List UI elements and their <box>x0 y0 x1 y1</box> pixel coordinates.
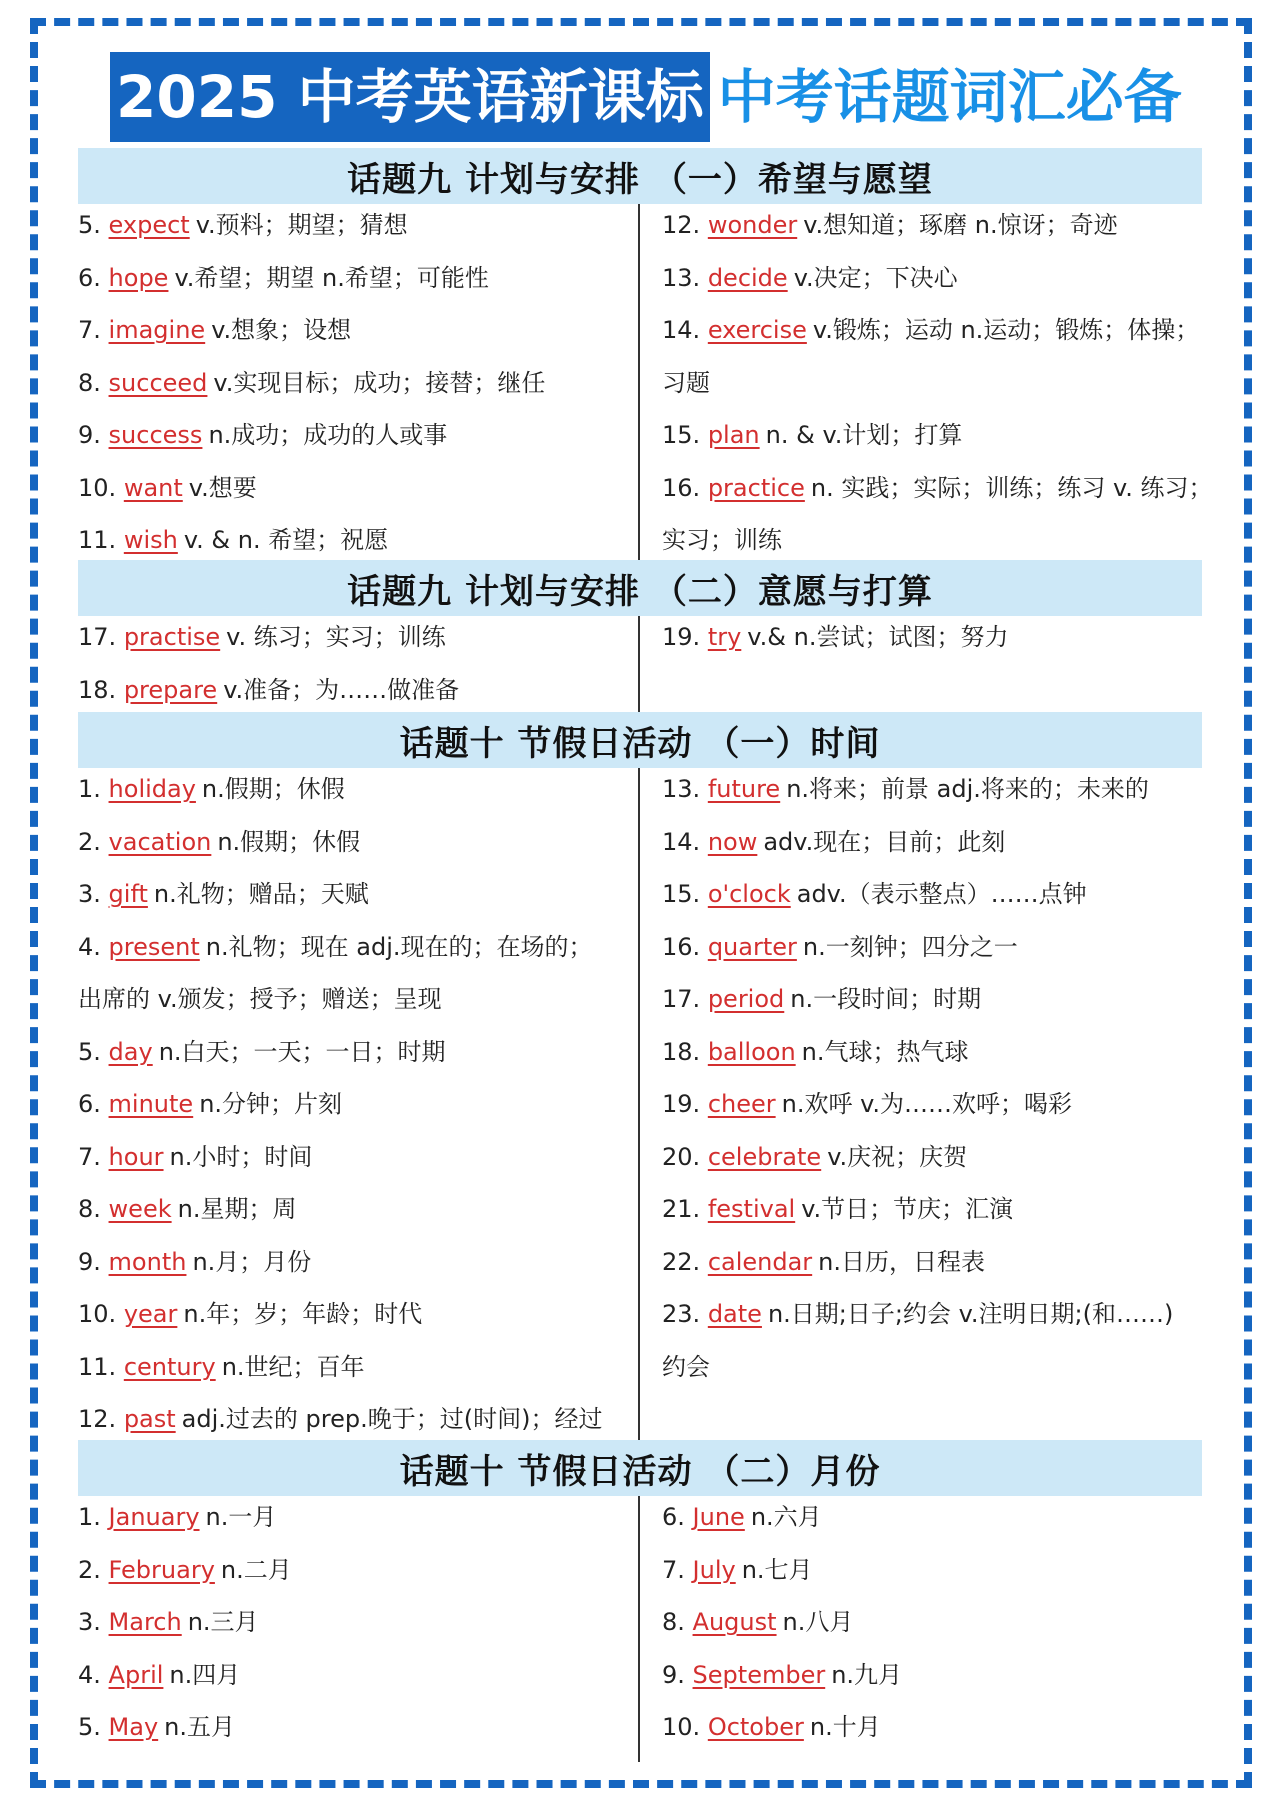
entry-number: 21. <box>662 1195 701 1223</box>
entry-word: imagine <box>108 316 206 344</box>
entry-definition: n.假期；休假 <box>217 827 361 856</box>
entry-word: plan <box>707 421 760 449</box>
entry-number: 15. <box>662 880 701 908</box>
vocab-entry <box>662 825 1005 859</box>
entry-number: 6. <box>78 263 101 292</box>
entry-definition: v.庆祝；庆贺 <box>827 1142 968 1171</box>
entry-definition: n.成功；成功的人或事 <box>208 421 448 449</box>
vocab-entry <box>662 1035 969 1069</box>
vocab-entry <box>78 523 388 557</box>
entry-number: 4. <box>78 1660 101 1689</box>
section-header: 话题十 节假日活动 （二）月份 <box>78 1440 1202 1496</box>
section-header: 话题九 计划与安排 （二）意愿与打算 <box>78 560 1202 616</box>
entry-number: 11. <box>78 526 117 554</box>
entry-word: prepare <box>123 675 218 704</box>
vocab-entry <box>78 1402 602 1436</box>
vocab-entry <box>662 418 962 452</box>
vocab-entry <box>662 1710 881 1744</box>
entry-word: celebrate <box>707 1142 822 1171</box>
entry-word: calendar <box>707 1247 813 1276</box>
vocab-entry <box>78 366 545 400</box>
entry-number: 7. <box>662 1555 685 1584</box>
entry-definition: n.欢呼 v.为……欢呼；喝彩 <box>781 1090 1073 1118</box>
entry-word: past <box>123 1405 176 1433</box>
entry-definition: v.锻炼；运动 n.运动；锻炼；体操； <box>812 316 1200 344</box>
entry-number: 5. <box>78 211 101 239</box>
entry-definition: n.假期；休假 <box>201 775 345 803</box>
entry-word: try <box>707 623 742 651</box>
entry-definition: n.九月 <box>831 1660 903 1689</box>
entry-number: 3. <box>78 880 101 908</box>
entry-definition: v.决定；下决心 <box>793 263 958 292</box>
entry-number: 5. <box>78 1037 101 1066</box>
vocab-entry <box>78 825 360 859</box>
entry-definition: adv.（表示整点）……点钟 <box>796 880 1087 908</box>
entry-number: 8. <box>78 1195 101 1223</box>
entry-word: wonder <box>707 211 798 239</box>
vocab-entry <box>78 1500 276 1534</box>
entry-number: 5. <box>78 1713 101 1741</box>
entry-word: month <box>108 1247 187 1276</box>
entry-number: 6. <box>78 1090 101 1118</box>
entry-word: September <box>692 1660 826 1689</box>
entry-definition: adj.过去的 prep.晚于；过(时间)；经过 <box>181 1405 603 1433</box>
title-part1: 2025 中考英语新课标 <box>110 52 710 142</box>
entry-definition: v.想要 <box>188 473 257 502</box>
vocab-entry <box>78 930 593 964</box>
vocab-entry <box>78 1245 311 1279</box>
entry-number: 7. <box>78 316 101 344</box>
entry-word: March <box>108 1608 182 1636</box>
entry-number: 19. <box>662 1090 701 1118</box>
entry-definition: adv.现在；目前；此刻 <box>763 827 1006 856</box>
vocab-entry <box>78 1140 312 1174</box>
entry-number: 20. <box>662 1142 701 1171</box>
vocab-entry <box>78 620 446 654</box>
vocab-entry <box>662 208 1118 242</box>
entry-word: February <box>108 1555 215 1584</box>
vocab-entry <box>78 1087 342 1121</box>
column-divider <box>638 1496 640 1762</box>
entry-word: June <box>692 1503 745 1531</box>
entry-definition: v.预料；期望；猜想 <box>195 211 408 239</box>
entry-number: 11. <box>78 1352 117 1381</box>
entry-number: 19. <box>662 623 701 651</box>
vocab-entry <box>662 982 981 1016</box>
entry-word: practise <box>123 623 221 651</box>
page-title <box>110 52 1190 142</box>
vocab-entry <box>78 261 489 295</box>
vocab-entry <box>662 261 958 295</box>
vocab-entry <box>662 620 1008 654</box>
entry-definition: v.想象；设想 <box>211 316 352 344</box>
entry-word: festival <box>707 1195 796 1223</box>
vocab-entry <box>78 673 459 707</box>
entry-definition: n.年；岁；年龄；时代 <box>183 1300 423 1328</box>
entry-number: 16. <box>662 473 701 502</box>
vocab-entry <box>662 1087 1072 1121</box>
entry-definition: n.二月 <box>220 1555 292 1584</box>
entry-number: 17. <box>662 985 701 1013</box>
entry-definition: v.实现目标；成功；接替；继任 <box>213 368 546 397</box>
entry-number: 15. <box>662 421 701 449</box>
entry-word: decide <box>707 263 788 292</box>
entry-number: 18. <box>78 675 117 704</box>
entry-definition: v.想知道；琢磨 n.惊讶；奇迹 <box>803 211 1118 239</box>
entry-number: 10. <box>78 473 117 502</box>
entry-number: 23. <box>662 1300 701 1328</box>
vocab-entry <box>78 418 447 452</box>
vocab-entry <box>662 1140 967 1174</box>
entry-word: exercise <box>707 316 807 344</box>
entry-definition: n.六月 <box>750 1503 822 1531</box>
entry-word: want <box>123 473 183 502</box>
entry-word: o'clock <box>707 880 791 908</box>
entry-number: 8. <box>662 1608 685 1636</box>
entry-definition-continued: 出席的 v.颁发；授予；赠送；呈现 <box>78 985 442 1013</box>
entry-word: week <box>108 1195 172 1223</box>
entry-number: 14. <box>662 316 701 344</box>
entry-number: 16. <box>662 932 701 961</box>
vocab-entry <box>662 471 1213 505</box>
entry-word: wish <box>123 526 178 554</box>
entry-definition-continued: 实习；训练 <box>662 526 782 554</box>
entry-definition: v. & n. 希望；祝愿 <box>183 526 389 554</box>
entry-word: quarter <box>707 932 797 961</box>
entry-number: 2. <box>78 827 101 856</box>
entry-definition: v.& n.尝试；试图；努力 <box>747 623 1009 651</box>
vocab-entry <box>78 1605 259 1639</box>
entry-word: period <box>707 985 785 1013</box>
entry-definition: n.日期;日子;约会 v.注明日期;(和……) <box>767 1300 1174 1328</box>
entry-number: 9. <box>78 421 101 449</box>
entry-definition: n. & v.计划；打算 <box>765 421 963 449</box>
column-divider <box>638 768 640 1440</box>
entry-definition-continued: 习题 <box>662 368 710 397</box>
entry-word: day <box>108 1037 153 1066</box>
vocab-entry <box>662 1297 1173 1331</box>
entry-number: 9. <box>78 1247 101 1276</box>
entry-number: 4. <box>78 932 101 961</box>
entry-number: 9. <box>662 1660 685 1689</box>
entry-word: practice <box>707 473 805 502</box>
vocab-entry <box>662 930 1018 964</box>
entry-definition: n.礼物；现在 adj.现在的；在场的； <box>205 932 593 961</box>
entry-definition: n.一段时间；时期 <box>790 985 982 1013</box>
vocab-entry <box>78 772 345 806</box>
vocab-entry <box>78 1658 240 1692</box>
entry-number: 6. <box>662 1503 685 1531</box>
entry-definition: n.五月 <box>164 1713 236 1741</box>
entry-word: holiday <box>108 775 196 803</box>
vocab-entry <box>78 208 408 242</box>
entry-word: April <box>108 1660 164 1689</box>
vocab-entry <box>78 471 257 505</box>
entry-number: 1. <box>78 1503 101 1531</box>
entry-definition: n.一刻钟；四分之一 <box>802 932 1018 961</box>
entry-word: hope <box>108 263 169 292</box>
entry-definition-continued: 约会 <box>662 1352 710 1381</box>
entry-word: January <box>108 1503 200 1531</box>
entry-word: future <box>707 775 781 803</box>
section-header: 话题十 节假日活动 （一）时间 <box>78 712 1202 768</box>
entry-word: succeed <box>108 368 208 397</box>
entry-word: gift <box>108 880 148 908</box>
entry-definition: n.月；月份 <box>192 1247 312 1276</box>
entry-definition: n.将来；前景 adj.将来的；未来的 <box>786 775 1149 803</box>
entry-number: 10. <box>78 1300 117 1328</box>
vocab-entry <box>662 1553 813 1587</box>
entry-number: 1. <box>78 775 101 803</box>
entry-number: 18. <box>662 1037 701 1066</box>
vocab-entry <box>662 772 1149 806</box>
vocab-entry <box>78 1553 292 1587</box>
vocab-entry <box>78 1297 422 1331</box>
entry-definition: n.分钟；片刻 <box>199 1090 343 1118</box>
entry-definition: v.希望；期望 n.希望；可能性 <box>174 263 489 292</box>
vocab-entry <box>78 313 351 347</box>
vocab-entry <box>78 1035 446 1069</box>
entry-definition: n.八月 <box>782 1608 854 1636</box>
title-part2: 中考话题词汇必备 <box>717 63 1182 131</box>
vocab-entry <box>662 1192 1013 1226</box>
entry-definition: n.十月 <box>809 1713 881 1741</box>
entry-number: 8. <box>78 368 101 397</box>
entry-word: July <box>692 1555 736 1584</box>
vocab-entry <box>662 877 1087 911</box>
entry-word: expect <box>108 211 190 239</box>
vocab-entry <box>662 1245 985 1279</box>
entry-word: May <box>108 1713 159 1741</box>
column-divider <box>638 616 640 712</box>
entry-number: 12. <box>662 211 701 239</box>
entry-definition: n.七月 <box>741 1555 813 1584</box>
entry-definition: n.一月 <box>205 1503 277 1531</box>
vocab-entry <box>662 1500 822 1534</box>
entry-word: year <box>123 1300 178 1328</box>
entry-definition: n.小时；时间 <box>169 1142 313 1171</box>
vocab-entry <box>78 877 369 911</box>
entry-word: vacation <box>108 827 212 856</box>
entry-word: present <box>108 932 200 961</box>
entry-word: hour <box>108 1142 164 1171</box>
vocab-entry <box>78 1350 365 1384</box>
entry-definition: n.星期；周 <box>177 1195 297 1223</box>
entry-number: 10. <box>662 1713 701 1741</box>
entry-definition: n.世纪；百年 <box>221 1352 365 1381</box>
entry-definition: n. 实践；实际；训练；练习 v. 练习； <box>810 473 1213 502</box>
entry-word: October <box>707 1713 804 1741</box>
entry-number: 22. <box>662 1247 701 1276</box>
entry-definition: n.气球；热气球 <box>801 1037 969 1066</box>
entry-word: success <box>108 421 203 449</box>
vocab-entry <box>662 1605 853 1639</box>
entry-definition: n.白天；一天；一日；时期 <box>158 1037 446 1066</box>
entry-word: date <box>707 1300 762 1328</box>
vocab-entry <box>78 1710 235 1744</box>
entry-word: now <box>707 827 758 856</box>
column-divider <box>638 204 640 560</box>
entry-number: 12. <box>78 1405 117 1433</box>
entry-definition: n.礼物；赠品；天赋 <box>153 880 369 908</box>
entry-number: 13. <box>662 775 701 803</box>
entry-definition: n.四月 <box>169 1660 241 1689</box>
vocab-entry <box>662 313 1199 347</box>
section-header: 话题九 计划与安排 （一）希望与愿望 <box>78 148 1202 204</box>
entry-number: 13. <box>662 263 701 292</box>
entry-definition: n.三月 <box>187 1608 259 1636</box>
vocab-entry <box>662 1658 902 1692</box>
entry-word: cheer <box>707 1090 776 1118</box>
entry-word: minute <box>108 1090 194 1118</box>
entry-word: balloon <box>707 1037 796 1066</box>
vocab-entry <box>78 1192 296 1226</box>
entry-number: 14. <box>662 827 701 856</box>
entry-number: 3. <box>78 1608 101 1636</box>
entry-word: August <box>692 1608 777 1636</box>
entry-definition: v.准备；为……做准备 <box>223 675 460 704</box>
entry-word: century <box>123 1352 216 1381</box>
entry-definition: v.节日；节庆；汇演 <box>801 1195 1014 1223</box>
entry-definition: v. 练习；实习；训练 <box>226 623 446 651</box>
entry-number: 2. <box>78 1555 101 1584</box>
entry-definition: n.日历，日程表 <box>818 1247 986 1276</box>
entry-number: 7. <box>78 1142 101 1171</box>
entry-number: 17. <box>78 623 117 651</box>
